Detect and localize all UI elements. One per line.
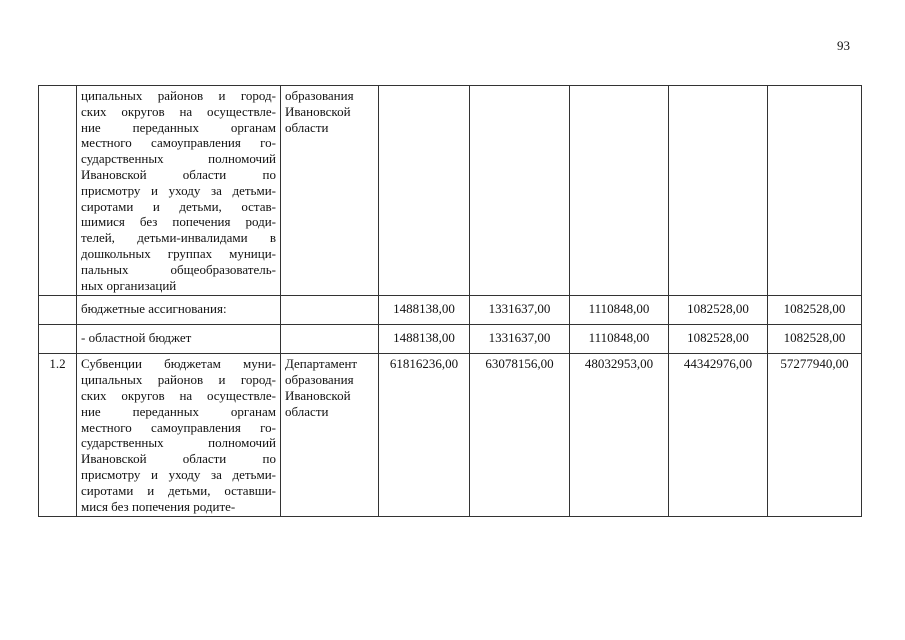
amount-value: 1110848,00 — [588, 301, 650, 317]
description-line: Ивановской области по — [81, 166, 276, 182]
executor-line: образования — [285, 88, 354, 103]
executor-cell — [281, 296, 379, 325]
amount-cell — [379, 325, 470, 354]
executor-cell — [281, 86, 379, 296]
amount-value: 1082528,00 — [783, 330, 846, 346]
description-line: сиротами и детьми, оставши- — [81, 482, 276, 498]
amount-value: 1110848,00 — [588, 330, 650, 346]
amount-cell — [768, 296, 862, 325]
amount-value — [768, 86, 861, 90]
description-line: телей, детьми-инвалидами в — [81, 230, 276, 246]
executor-line: области — [285, 403, 329, 419]
description-line: присмотру и уходу за детьми- — [81, 466, 276, 482]
table-row — [39, 354, 862, 517]
description-line: - областной бюджет — [81, 330, 192, 346]
amount-cell — [379, 354, 470, 517]
description-cell — [77, 296, 281, 325]
table-row — [39, 296, 862, 325]
description-line: сиротами и детьми, остав- — [81, 198, 276, 214]
description-line: местного самоуправления го- — [81, 419, 276, 435]
description-line: местного самоуправления го- — [81, 135, 276, 151]
description-cell — [77, 354, 281, 517]
description-line: ние переданных органам — [81, 403, 276, 419]
amount-value: 1331637,00 — [488, 301, 551, 317]
amount-cell — [379, 86, 470, 296]
description-line: мися без попечения родите- — [81, 498, 236, 514]
amount-value: 63078156,00 — [485, 356, 554, 372]
amount-value: 1082528,00 — [783, 301, 846, 317]
amount-value: 1488138,00 — [393, 301, 455, 317]
executor-line: Департамент — [285, 356, 358, 372]
row-number-cell — [39, 86, 77, 296]
amount-cell — [570, 86, 669, 296]
table-row — [39, 86, 862, 296]
description-line: бюджетные ассигнования: — [81, 301, 227, 317]
executor-cell — [281, 325, 379, 354]
description-line: дошкольных группах муници- — [81, 245, 276, 261]
description-line: пальных общеобразователь- — [81, 261, 276, 277]
amount-value: 1082528,00 — [687, 330, 749, 346]
amount-cell — [470, 86, 570, 296]
amount-cell — [669, 86, 768, 296]
row-number — [39, 296, 76, 303]
amount-value: 1082528,00 — [687, 301, 749, 317]
table-row — [39, 325, 862, 354]
amount-value: 48032953,00 — [584, 356, 654, 372]
description-line: Ивановской области по — [81, 451, 276, 467]
budget-table — [38, 85, 862, 517]
amount-cell — [570, 354, 669, 517]
amount-cell — [768, 325, 862, 354]
row-number — [39, 86, 76, 90]
description-line: ских округов на осуществле- — [81, 387, 276, 403]
amount-value: 1331637,00 — [488, 330, 551, 346]
amount-value — [570, 86, 668, 90]
amount-value — [669, 86, 767, 90]
row-number — [39, 325, 76, 332]
amount-cell — [570, 296, 669, 325]
amount-value: 57277940,00 — [780, 356, 849, 372]
amount-cell — [669, 325, 768, 354]
amount-cell — [470, 296, 570, 325]
description-cell — [77, 325, 281, 354]
amount-value: 1488138,00 — [393, 330, 455, 346]
amount-value — [470, 86, 569, 90]
description-line: ских округов на осуществле- — [81, 103, 276, 119]
executor-cell — [281, 354, 379, 517]
description-line: ципальных районов и город- — [81, 372, 276, 388]
description-line: ных организаций — [81, 277, 177, 293]
amount-cell — [470, 325, 570, 354]
description-line: Субвенции бюджетам муни- — [81, 356, 276, 372]
row-number-cell — [39, 325, 77, 354]
executor-line: Ивановской — [285, 103, 351, 119]
amount-value: 61816236,00 — [389, 356, 459, 372]
description-line: присмотру и уходу за детьми- — [81, 182, 276, 198]
amount-cell — [768, 354, 862, 517]
description-line: шимися без попечения роди- — [81, 214, 276, 230]
amount-value: 44342976,00 — [683, 356, 753, 372]
executor-line: области — [285, 119, 329, 135]
description-line: сударственных полномочий — [81, 151, 276, 167]
amount-cell — [669, 296, 768, 325]
description-line: сударственных полномочий — [81, 435, 276, 451]
page-number: 93 — [837, 38, 850, 53]
description-line: ние переданных органам — [81, 119, 276, 135]
amount-cell — [570, 325, 669, 354]
row-number: 1.2 — [49, 356, 66, 372]
amount-value — [379, 86, 469, 90]
description-cell — [77, 86, 281, 296]
description-line: ципальных районов и город- — [81, 88, 276, 103]
row-number-cell — [39, 354, 77, 517]
amount-cell — [379, 296, 470, 325]
executor-line: образования — [285, 372, 354, 388]
amount-cell — [768, 86, 862, 296]
amount-cell — [669, 354, 768, 517]
row-number-cell — [39, 296, 77, 325]
executor-line: Ивановской — [285, 387, 351, 403]
amount-cell — [470, 354, 570, 517]
